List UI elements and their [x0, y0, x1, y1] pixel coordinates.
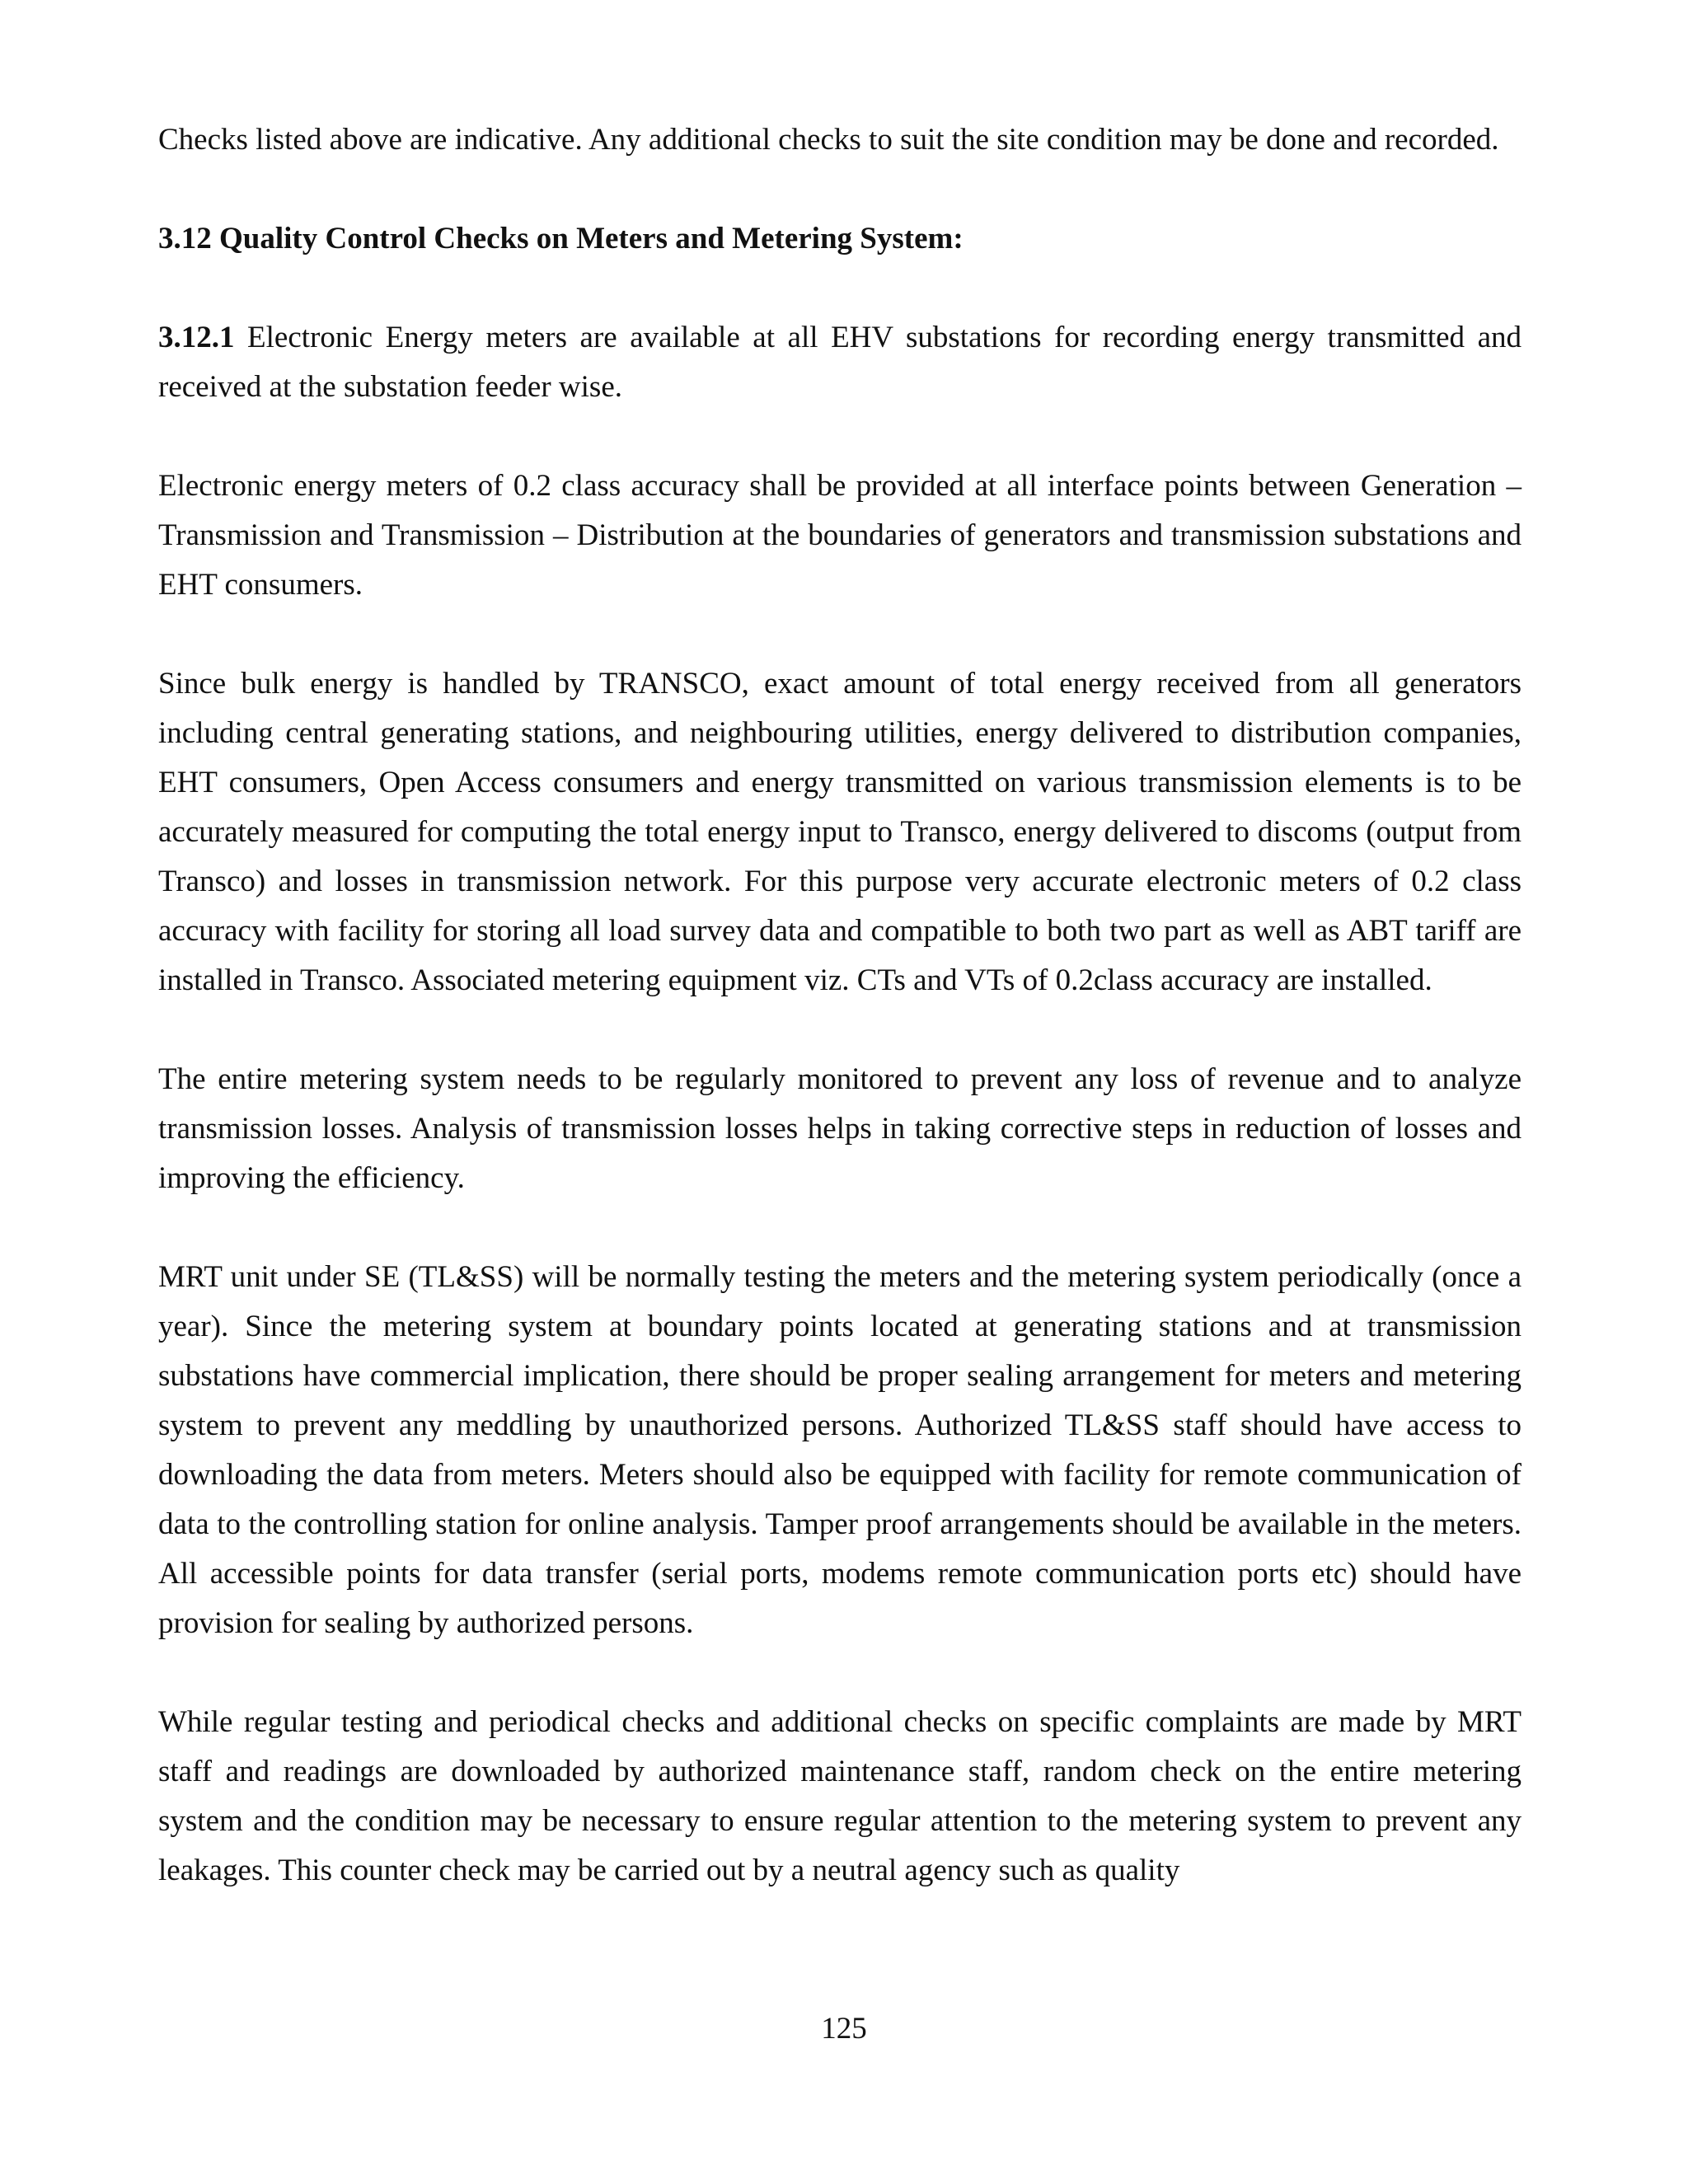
- intro-paragraph: Checks listed above are indicative. Any additional checks to suit the site condition may be done and recorded.: [158, 123, 1499, 157]
- page-number: 125: [821, 2012, 867, 2046]
- body-paragraph: Electronic energy meters of 0.2 class accuracy shall be provided at all interface points between Generation – Transmission and Transmission – Distribution at the boundaries of generators and transmission substations and EHT consumers.: [158, 469, 1522, 602]
- subsection-number: 3.12.1: [158, 321, 235, 354]
- section-heading: 3.12 Quality Control Checks on Meters and Metering System:: [158, 222, 964, 255]
- document-page: [158, 115, 1522, 1896]
- subsection-paragraph: [158, 313, 1522, 412]
- body-paragraph: While regular testing and periodical checks and additional checks on specific complaints are made by MRT staff and readings are downloaded by authorized maintenance staff, random check on the entire metering system and the condition may be necessary to ensure regular attention to the metering system to prevent any leakages. This counter check may be carried out by a neutral agency such as quality: [158, 1705, 1522, 1887]
- body-paragraph: Since bulk energy is handled by TRANSCO, exact amount of total energy received from all generators including central generating stations, and neighbouring utilities, energy delivered to distribution companies, EHT consumers, Open Access consumers and energy transmitted on various transmission elements is to be accurately measured for computing the total energy input to Transco, energy delivered to discoms (output from Transco) and losses in transmission network. For this purpose very accurate electronic meters of 0.2 class accuracy with facility for storing all load survey data and compatible to both two part as well as ABT tariff are installed in Transco. Associated metering equipment viz. CTs and VTs of 0.2class accuracy are installed.: [158, 667, 1522, 997]
- body-paragraph: MRT unit under SE (TL&SS) will be normally testing the meters and the metering system periodically (once a year). Since the metering system at boundary points located at generating stations and at transmission substations have commercial implication, there should be proper sealing arrangement for meters and metering system to prevent any meddling by unauthorized persons. Authorized TL&SS staff should have access to downloading the data from meters. Meters should also be equipped with facility for remote communication of data to the controlling station for online analysis. Tamper proof arrangements should be available in the meters. All accessible points for data transfer (serial ports, modems remote communication ports etc) should have provision for sealing by authorized persons.: [158, 1260, 1522, 1640]
- body-paragraph: The entire metering system needs to be regularly monitored to prevent any loss of revenue and to analyze transmission losses. Analysis of transmission losses helps in taking corrective steps in reduction of losses and improving the efficiency.: [158, 1062, 1522, 1195]
- subsection-text: Electronic Energy meters are available at all EHV substations for recording energy transmitted and received at the substation feeder wise.: [158, 321, 1522, 404]
